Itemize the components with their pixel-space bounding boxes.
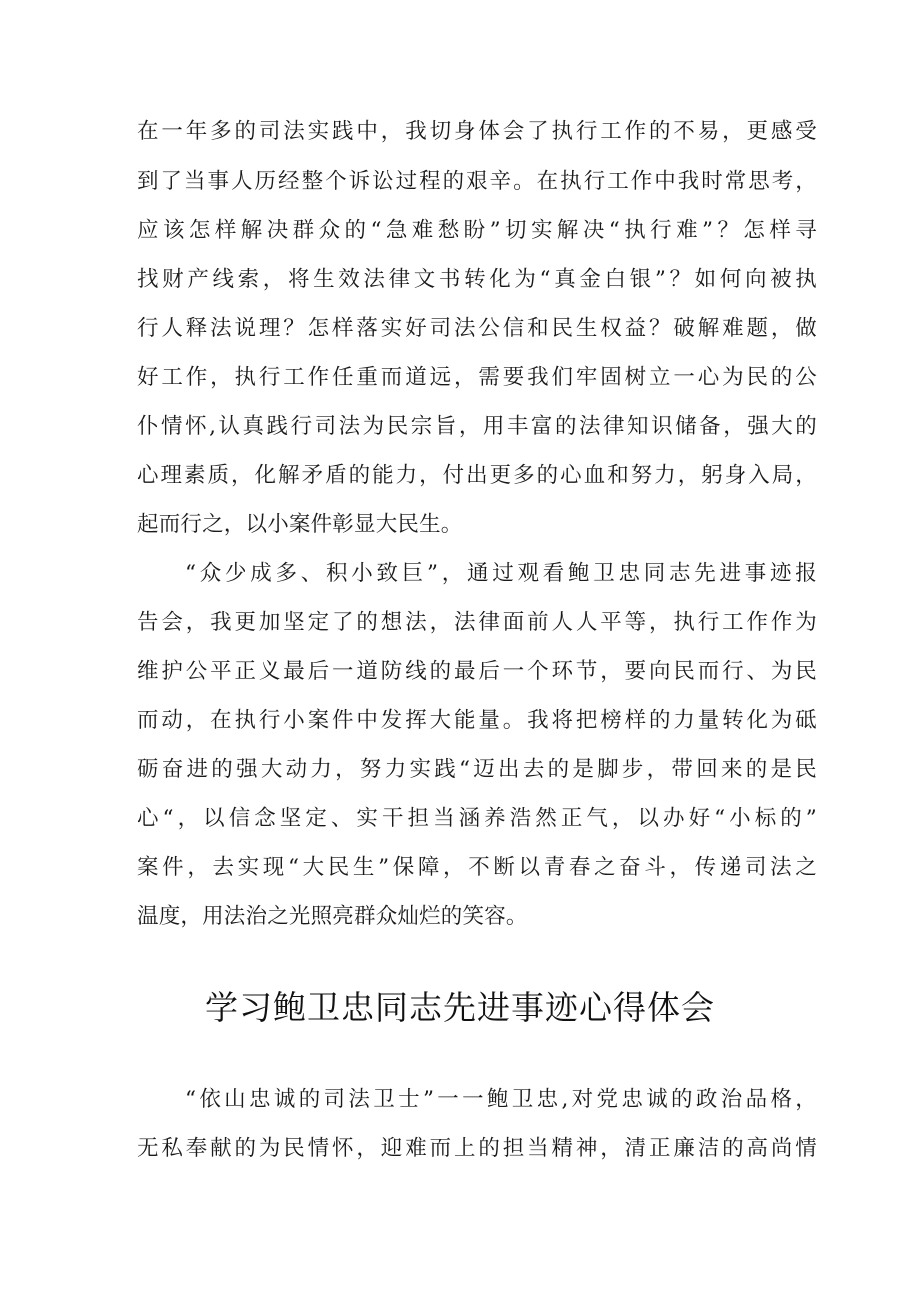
section-title: 学习鲍卫忠同志先进事迹心得体会 xyxy=(205,988,715,1027)
paragraph-line: “依山忠诚的司法卫士”一一鲍卫忠,对党忠诚的政治品格， xyxy=(185,1087,817,1112)
paragraph-line: 应该怎样解决群众的“急难愁盼”切实解决“执行难”？怎样寻 xyxy=(137,218,817,243)
paragraph-line: 行人释法说理？怎样落实好司法公信和民生权益？破解难题，做 xyxy=(137,316,817,341)
paragraph-line: “众少成多、积小致巨”，通过观看鲍卫忠同志先进事迹报 xyxy=(185,561,817,586)
paragraph-line: 温度，用法治之光照亮群众灿烂的笑容。 xyxy=(137,904,528,929)
paragraph-line: 告会，我更加坚定了的想法，法律面前人人平等，执行工作作为 xyxy=(137,610,817,635)
paragraph-line: 案件，去实现“大民生”保障，不断以青春之奋斗，传递司法之 xyxy=(137,855,817,880)
paragraph-line: 无私奉献的为民情怀，迎难而上的担当精神，清正廉洁的高尚情 xyxy=(137,1136,817,1161)
paragraph-line: 而动，在执行小案件中发挥大能量。我将把榜样的力量转化为砥 xyxy=(137,708,817,733)
paragraph-line: 好工作，执行工作任重而道远，需要我们牢固树立一心为民的公 xyxy=(137,365,817,390)
paragraph-line: 在一年多的司法实践中，我切身体会了执行工作的不易，更感受 xyxy=(137,119,817,144)
paragraph-line: 心理素质，化解矛盾的能力，付出更多的心血和努力，躬身入局， xyxy=(137,463,817,488)
paragraph-line: 到了当事人历经整个诉讼过程的艰辛。在执行工作中我时常思考， xyxy=(137,169,817,194)
paragraph-line: 找财产线索，将生效法律文书转化为“真金白银”？如何向被执 xyxy=(137,267,817,292)
paragraph-line: 砺奋进的强大动力，努力实践“迈出去的是脚步，带回来的是民 xyxy=(137,757,817,782)
paragraph-line: 起而行之，以小案件彰显大民生。 xyxy=(137,512,463,537)
paragraph-line: 维护公平正义最后一道防线的最后一个环节，要向民而行、为民 xyxy=(137,659,817,684)
paragraph-line: 仆情怀,认真践行司法为民宗旨，用丰富的法律知识储备，强大的 xyxy=(137,414,817,439)
paragraph-line: 心“，以信念坚定、实干担当涵养浩然正气，以办好“小标的” xyxy=(137,806,817,831)
